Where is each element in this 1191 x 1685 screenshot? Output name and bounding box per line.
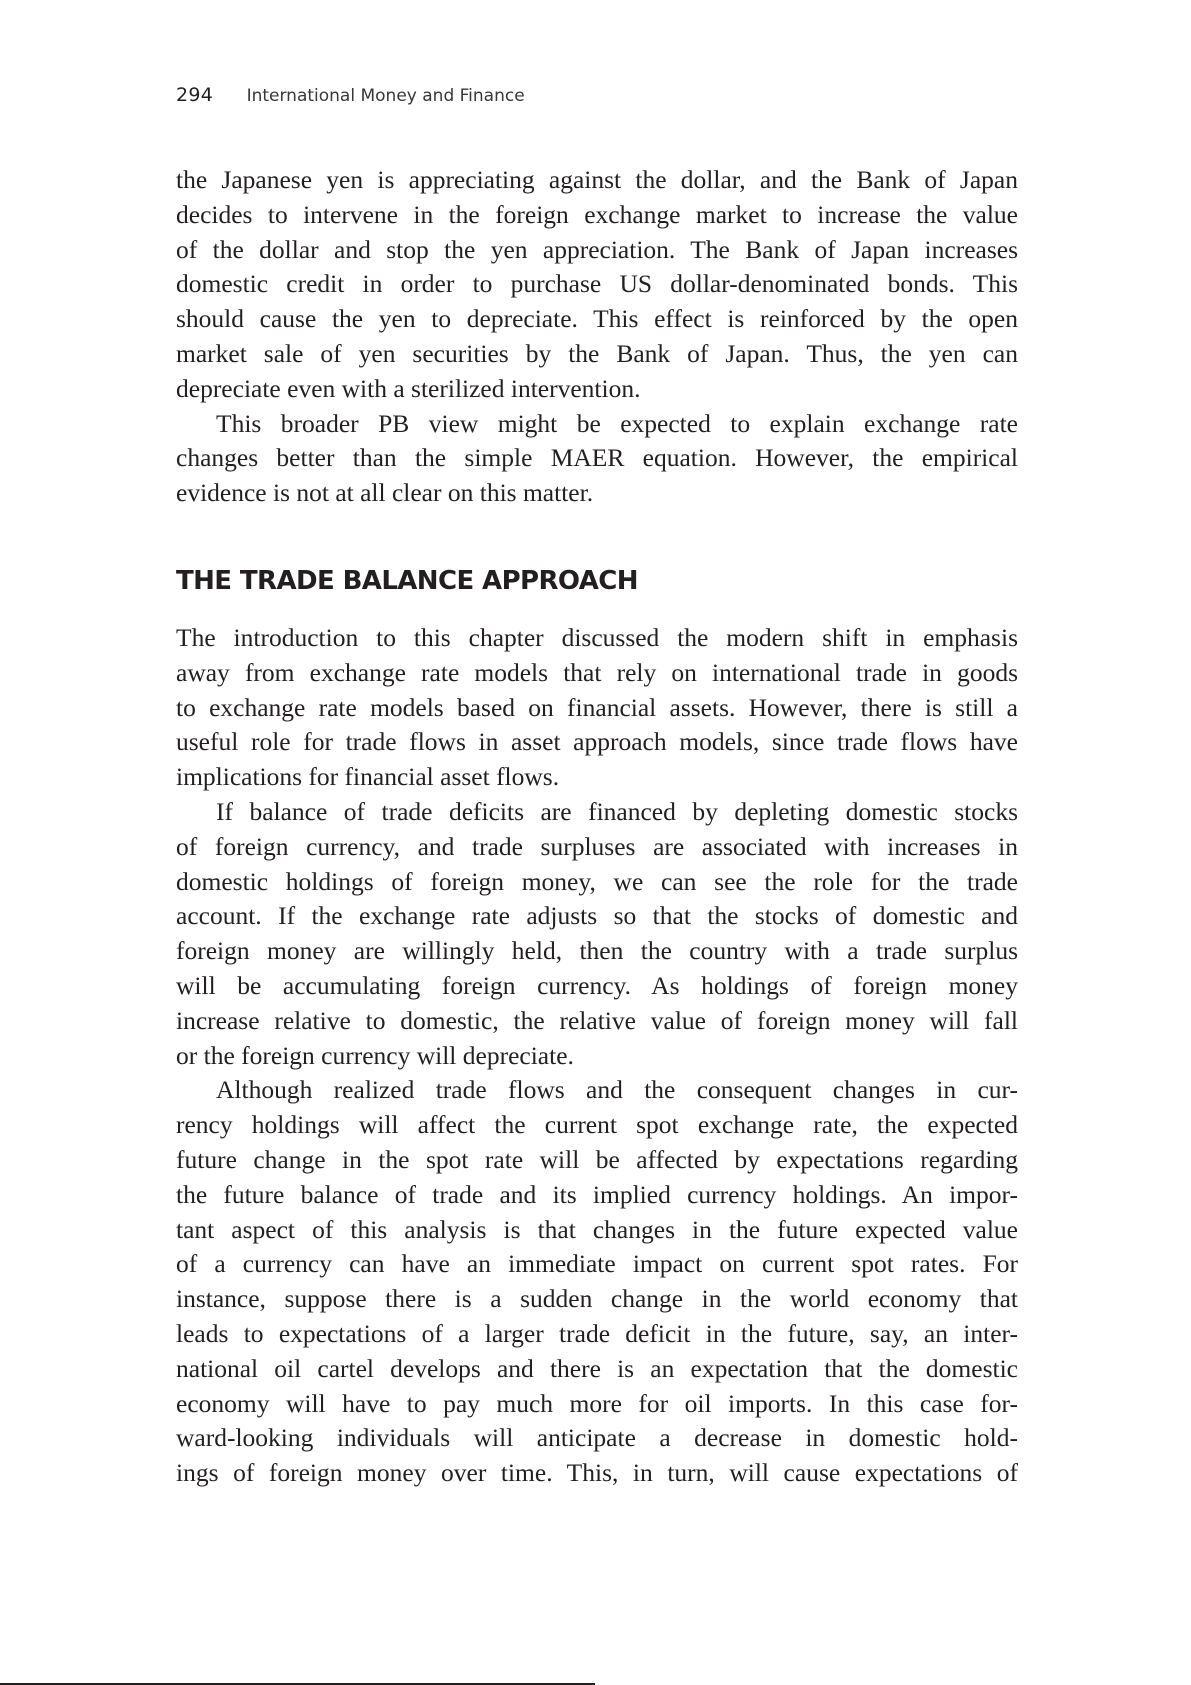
text-line: of the dollar and stop the yen appreciation. The Bank of Japan increases (176, 234, 1018, 264)
text-line: national oil cartel develops and there is an expectation that the domestic (176, 1353, 1018, 1383)
page-number: 294 (176, 84, 214, 106)
text-line: implications for financial asset flows. (176, 762, 560, 792)
text-line: evidence is not at all clear on this matter. (176, 478, 594, 508)
text-line: tant aspect of this analysis is that changes in the future expected value (176, 1214, 1018, 1244)
text-line: to exchange rate models based on financial assets. However, there is still a (176, 692, 1018, 722)
text-line: ings of foreign money over time. This, in turn, will cause expectations of (176, 1458, 1018, 1488)
text-line: This broader PB view might be expected to explain exchange rate (216, 408, 1018, 438)
text-line: away from exchange rate models that rely on international trade in goods (176, 657, 1018, 687)
text-line: depreciate even with a sterilized intervention. (176, 373, 641, 403)
text-line: useful role for trade flows in asset approach models, since trade flows have (176, 727, 1018, 757)
text-line: foreign money are willingly held, then the country with a trade surplus (176, 936, 1018, 966)
text-line: instance, suppose there is a sudden change in the world economy that (176, 1284, 1018, 1314)
text-line: economy will have to pay much more for oil imports. In this case for- (176, 1388, 1018, 1418)
book-title: International Money and Finance (246, 86, 525, 106)
section-heading: THE TRADE BALANCE APPROACH (176, 566, 638, 596)
text-line: leads to expectations of a larger trade deficit in the future, say, an inter- (176, 1318, 1018, 1348)
text-line: future change in the spot rate will be affected by expectations regarding (176, 1144, 1018, 1174)
text-line: of foreign currency, and trade surpluses are associated with increases in (176, 831, 1018, 861)
text-line: should cause the yen to depreciate. This effect is reinforced by the open (176, 304, 1018, 334)
text-line: domestic credit in order to purchase US dollar-denominated bonds. This (176, 269, 1018, 299)
text-line: will be accumulating foreign currency. As holdings of foreign money (176, 970, 1018, 1000)
text-line: decides to intervene in the foreign exchange market to increase the value (176, 199, 1018, 229)
text-line: of a currency can have an immediate impact on current spot rates. For (176, 1249, 1018, 1279)
text-line: Although realized trade flows and the consequent changes in cur- (216, 1075, 1018, 1105)
text-line: rency holdings will affect the current spot exchange rate, the expected (176, 1110, 1018, 1140)
body-text-block-1 (176, 163, 1018, 511)
text-line: increase relative to domestic, the relative value of foreign money will fall (176, 1005, 1018, 1035)
text-line: the Japanese yen is appreciating against the dollar, and the Bank of Japan (176, 165, 1018, 194)
text-line: market sale of yen securities by the Bank of Japan. Thus, the yen can (176, 338, 1018, 368)
text-line: domestic holdings of foreign money, we can see the role for the trade (176, 866, 1018, 896)
text-line: ward-looking individuals will anticipate a decrease in domestic hold- (176, 1423, 1018, 1453)
text-line: account. If the exchange rate adjusts so that the stocks of domestic and (176, 901, 1018, 931)
text-line: If balance of trade deficits are financed by depleting domestic stocks (216, 796, 1018, 826)
running-head (176, 84, 525, 106)
text-line: the future balance of trade and its implied currency holdings. An impor- (176, 1179, 1018, 1209)
text-line: The introduction to this chapter discussed the modern shift in emphasis (176, 623, 1018, 652)
body-text-block-2 (176, 621, 1018, 1491)
text-line: changes better than the simple MAER equation. However, the empirical (176, 443, 1018, 473)
text-line: or the foreign currency will depreciate. (176, 1040, 574, 1070)
